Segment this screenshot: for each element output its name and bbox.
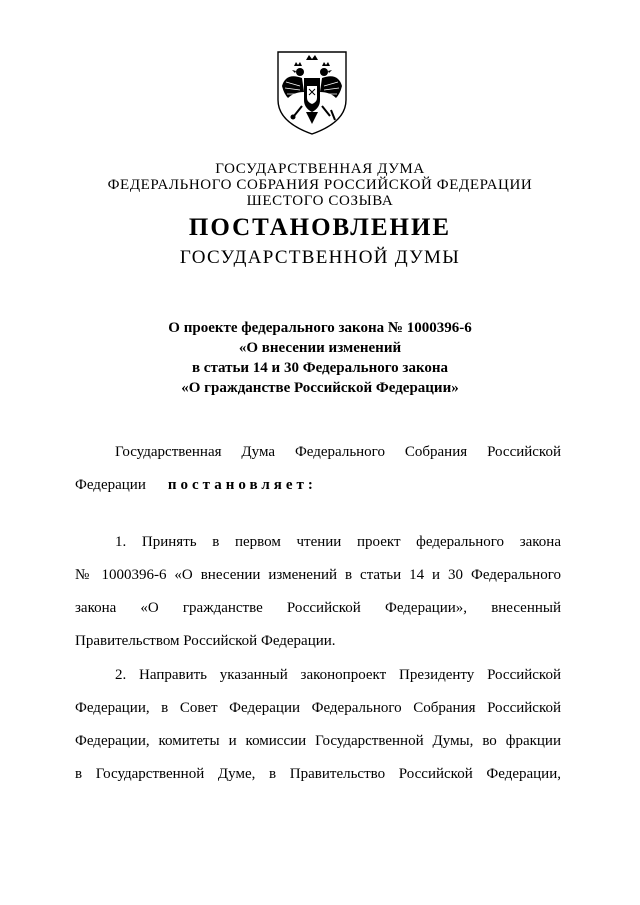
subject-line: «О внесении изменений bbox=[238, 340, 402, 356]
document-subtitle: ГОСУДАРСТВЕННОЙ ДУМЫ bbox=[179, 247, 461, 268]
org-line: ФЕДЕРАЛЬНОГО СОБРАНИЯ РОССИЙСКОЙ ФЕДЕРАЦИИ bbox=[107, 177, 533, 193]
item-line: закона «О гражданстве Российской Федерации», внесенный bbox=[75, 600, 561, 616]
document-subject bbox=[0, 318, 640, 398]
subject-line: О проекте федерального закона № 1000396-6 bbox=[168, 320, 472, 336]
subject-line: в статьи 14 и 30 Федерального закона bbox=[191, 360, 449, 376]
double-headed-eagle-icon bbox=[272, 48, 352, 138]
preamble-paragraph bbox=[75, 441, 561, 507]
issuing-authority bbox=[0, 161, 640, 209]
preamble-line: Государственная Дума Федерального Собрания Российской bbox=[115, 444, 561, 460]
item-line: в Государственной Думе, в Правительство Российской Федерации, bbox=[75, 766, 561, 782]
item-1-paragraph bbox=[75, 531, 561, 663]
document-title: ПОСТАНОВЛЕНИЕ bbox=[188, 214, 452, 241]
subject-line: «О гражданстве Российской Федерации» bbox=[181, 380, 459, 396]
item-line: 1. Принять в первом чтении проект федерального закона bbox=[115, 534, 561, 550]
preamble-line bbox=[75, 474, 561, 507]
resolves-word: постановляет: bbox=[167, 477, 317, 493]
org-line: ГОСУДАРСТВЕННАЯ ДУМА bbox=[215, 161, 425, 177]
coat-of-arms-emblem bbox=[272, 48, 352, 138]
item-line: Федерации, в Совет Федерации Федерального Собрания Российской bbox=[75, 700, 561, 716]
item-line: Федерации, комитеты и комиссии Государственной Думы, во фракции bbox=[75, 733, 561, 749]
item-line: Правительством Российской Федерации. bbox=[75, 633, 336, 649]
preamble-text: Федерации bbox=[75, 477, 146, 493]
item-line: № 1000396-6 «О внесении изменений в статьи 14 и 30 Федерального bbox=[75, 567, 561, 583]
item-line: 2. Направить указанный законопроект Президенту Российской bbox=[115, 667, 561, 683]
item-2-paragraph bbox=[75, 664, 561, 796]
org-line: ШЕСТОГО СОЗЫВА bbox=[246, 193, 394, 209]
